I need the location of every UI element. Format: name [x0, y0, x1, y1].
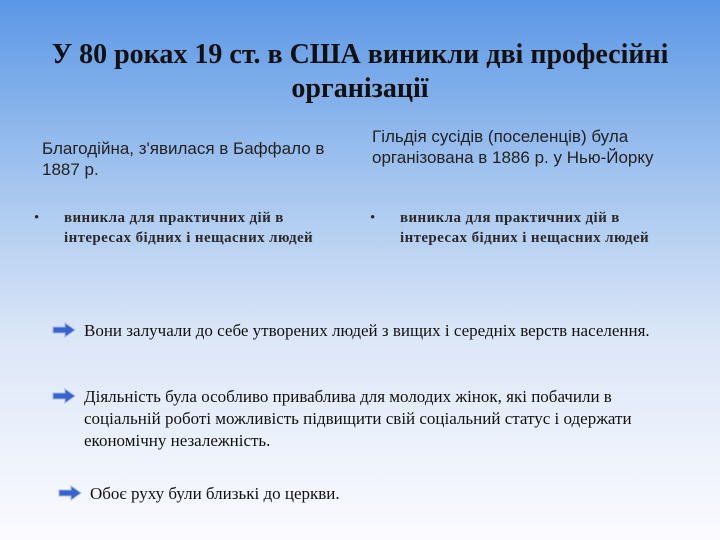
- arrow-right-icon: [52, 388, 76, 404]
- bullet-dot: •: [370, 210, 376, 226]
- right-column-bullet: [370, 208, 670, 248]
- arrow-right-icon: [52, 322, 76, 338]
- arrow-right-icon: [58, 485, 82, 501]
- arrow-item-text: Обоє руху були близькі до церкви.: [90, 484, 340, 503]
- left-bullet-text: виникла для практичних дій в інтересах бідних і нещасних людей: [64, 210, 314, 246]
- slide-title: У 80 роках 19 ст. в США виникли дві професійні організації: [51, 39, 669, 104]
- left-column-bullet: [34, 208, 334, 248]
- arrow-item-text: Вони залучали до себе утворених людей з вищих і середніх верств населення.: [84, 321, 650, 340]
- arrow-item-text: Діяльність була особливо приваблива для молодих жінок, які побачили в соціальній роботі можливість підвищити свій соціальний статус і одержати економічну незалежність.: [84, 387, 632, 450]
- bullet-dot: •: [34, 210, 40, 226]
- right-column-heading: Гільдія сусідів (поселенців) була організована в 1886 р. у Нью-Йорку: [372, 127, 654, 167]
- left-column-heading: Благодійна, з'явилася в Баффало в 1887 р.: [42, 139, 325, 179]
- right-bullet-text: виникла для практичних дій в інтересах бідних і нещасних людей: [400, 210, 650, 246]
